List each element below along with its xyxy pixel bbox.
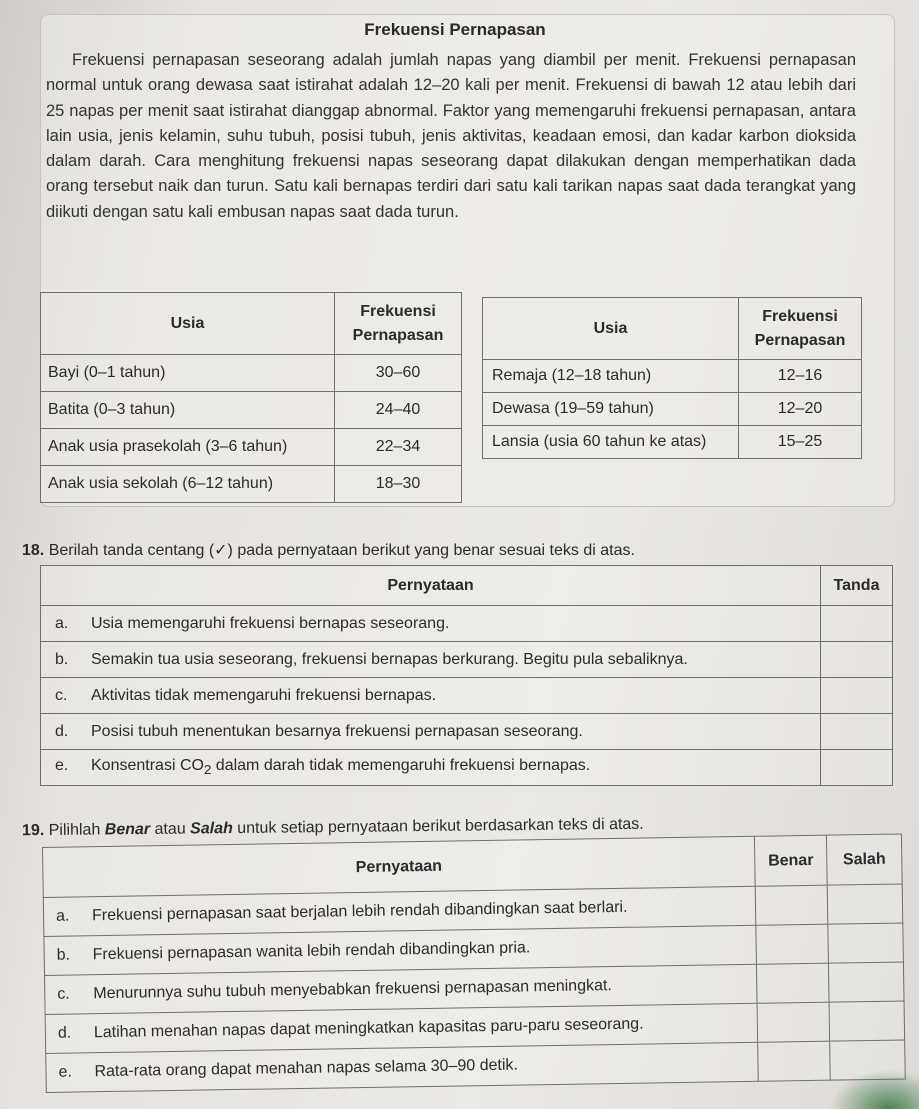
reading-title: Frekuensi Pernapasan: [364, 20, 546, 39]
table-row: [41, 429, 462, 466]
checkmark-cell[interactable]: [821, 678, 893, 714]
table-header-row: [41, 293, 462, 355]
freq-cell: 30–60: [335, 355, 462, 392]
statement-text: Rata-rata orang dapat menahan napas selama 30–90 detik.: [94, 1056, 519, 1081]
statement-text: Semakin tua usia seseorang, frekuensi bernapas berkurang. Begitu pula sebaliknya.: [91, 650, 688, 668]
statement-letter: b.: [56, 946, 71, 964]
header-frequency-line2: Pernapasan: [754, 331, 846, 349]
header-frequency: [739, 298, 862, 360]
statement-text: Aktivitas tidak memengaruhi frekuensi bernapas.: [91, 686, 437, 704]
table-header-row: [41, 566, 893, 606]
question-19-table: [42, 833, 906, 1092]
frequency-table-adults: [482, 297, 862, 459]
checkmark-cell[interactable]: [821, 606, 893, 642]
question-text-post: untuk setiap pernyataan berikut berdasarkan teks di atas.: [232, 815, 644, 838]
statement-cell: [41, 606, 821, 642]
statement-cell: [41, 678, 821, 714]
age-cell: Anak usia prasekolah (3–6 tahun): [41, 429, 335, 466]
header-statement: Pernyataan: [43, 836, 756, 897]
table-header-row: [483, 298, 862, 360]
statement-cell: [41, 750, 821, 786]
false-cell[interactable]: [828, 962, 904, 1002]
table-row: [41, 642, 893, 678]
statement-letter: a.: [55, 614, 69, 632]
freq-cell: 18–30: [335, 466, 462, 503]
age-cell: Dewasa (19–59 tahun): [483, 393, 739, 426]
question-number: 18.: [22, 542, 45, 559]
header-age: Usia: [483, 298, 739, 360]
header-age: Usia: [41, 293, 335, 355]
table-row: [41, 392, 462, 429]
statement-cell: [41, 714, 821, 750]
table-row: [483, 360, 862, 393]
true-cell[interactable]: [755, 885, 828, 925]
statement-text: Usia memengaruhi frekuensi bernapas seseorang.: [91, 614, 450, 632]
true-cell[interactable]: [757, 1002, 830, 1042]
statement-text: Frekuensi pernapasan wanita lebih rendah dibandingkan pria.: [92, 939, 531, 964]
table-row: [483, 426, 862, 459]
statement-text: Latihan menahan napas dapat meningkatkan kapasitas paru-paru seseorang.: [93, 1015, 644, 1042]
statement-letter: e.: [55, 757, 69, 775]
question-text: Berilah tanda centang (✓) pada pernyataan berikut yang benar sesuai teks di atas.: [48, 542, 635, 559]
freq-cell: 12–20: [739, 393, 862, 426]
statement-text: Frekuensi pernapasan saat berjalan lebih rendah dibandingkan saat berlari.: [91, 898, 628, 925]
question-number: 19.: [21, 822, 45, 840]
table-row: [41, 750, 893, 786]
statement-text: Posisi tubuh menentukan besarnya frekuensi pernapasan seseorang.: [91, 722, 583, 740]
header-frequency-line2: Pernapasan: [352, 326, 444, 344]
question-18-instruction: [22, 540, 635, 560]
freq-cell: 12–16: [739, 360, 862, 393]
question-word-salah: Salah: [190, 820, 233, 838]
age-cell: Bayi (0–1 tahun): [41, 355, 335, 392]
question-18-table: [40, 565, 893, 786]
question-text-pre: Pilihlah: [48, 821, 105, 839]
statement-letter: c.: [55, 686, 68, 704]
frequency-table-children: [40, 292, 462, 503]
question-19-instruction: [22, 816, 644, 841]
statement-text: Menurunnya suhu tubuh menyebabkan frekuensi pernapasan meningkat.: [93, 977, 612, 1003]
header-false: Salah: [826, 834, 902, 885]
question-text-mid: atau: [150, 820, 191, 838]
true-cell[interactable]: [756, 924, 829, 964]
page-corner-shadow: [829, 1069, 919, 1109]
true-cell[interactable]: [756, 963, 829, 1003]
header-frequency-line1: Frekuensi: [762, 308, 838, 326]
age-cell: Remaja (12–18 tahun): [483, 360, 739, 393]
header-frequency: [335, 293, 462, 355]
true-cell[interactable]: [758, 1041, 831, 1081]
statement-text-before: Konsentrasi CO: [91, 757, 204, 775]
checkmark-cell[interactable]: [821, 714, 893, 750]
statement-letter: d.: [57, 1024, 72, 1042]
header-true: Benar: [754, 835, 827, 886]
header-mark: Tanda: [821, 566, 893, 606]
table-row: [41, 355, 462, 392]
table-row: [41, 714, 893, 750]
freq-cell: 22–34: [335, 429, 462, 466]
statement-cell: [41, 642, 821, 678]
statement-letter: c.: [57, 985, 70, 1003]
statement-letter: d.: [55, 722, 69, 740]
freq-cell: 24–40: [335, 392, 462, 429]
statement-letter: a.: [55, 907, 70, 925]
co2-subscript: 2: [203, 762, 212, 778]
age-cell: Lansia (usia 60 tahun ke atas): [483, 426, 739, 459]
false-cell[interactable]: [828, 923, 904, 963]
statement-letter: e.: [58, 1063, 73, 1081]
table-row: [483, 393, 862, 426]
age-cell: Batita (0–3 tahun): [41, 392, 335, 429]
statement-text-after: dalam darah tidak memengaruhi frekuensi bernapas.: [211, 757, 591, 775]
table-row: [41, 606, 893, 642]
false-cell[interactable]: [829, 1001, 905, 1041]
statement-letter: b.: [55, 650, 69, 668]
freq-cell: 15–25: [739, 426, 862, 459]
age-cell: Anak usia sekolah (6–12 tahun): [41, 466, 335, 503]
header-frequency-line1: Frekuensi: [360, 303, 436, 321]
header-statement: Pernyataan: [41, 566, 821, 606]
table-row: [41, 678, 893, 714]
checkmark-cell[interactable]: [821, 642, 893, 678]
checkmark-cell[interactable]: [821, 750, 893, 786]
question-word-benar: Benar: [104, 820, 151, 839]
false-cell[interactable]: [827, 884, 903, 924]
reading-paragraph: Frekuensi pernapasan seseorang adalah jumlah napas yang diambil per menit. Frekuensi pernapasan normal untuk orang dewasa saat istirahat adalah 12–20 kali per menit. Frekuensi di bawah 12 atau lebih dari 25 napas per menit saat istirahat dianggap abnormal. Faktor yang memengaruhi frekuensi pernapasan, antara lain usia, jenis kelamin, suhu tubuh, posisi tubuh, jenis aktivitas, keadaan emosi, dan kadar karbon dioksida dalam darah. Cara menghitung frekuensi napas seseorang dapat dilakukan dengan memperhatikan dada orang tersebut naik dan turun. Satu kali bernapas terdiri dari satu kali tarikan napas saat dada terangkat yang diikuti dengan satu kali embusan napas saat dada turun.: [46, 51, 856, 221]
table-row: [41, 466, 462, 503]
